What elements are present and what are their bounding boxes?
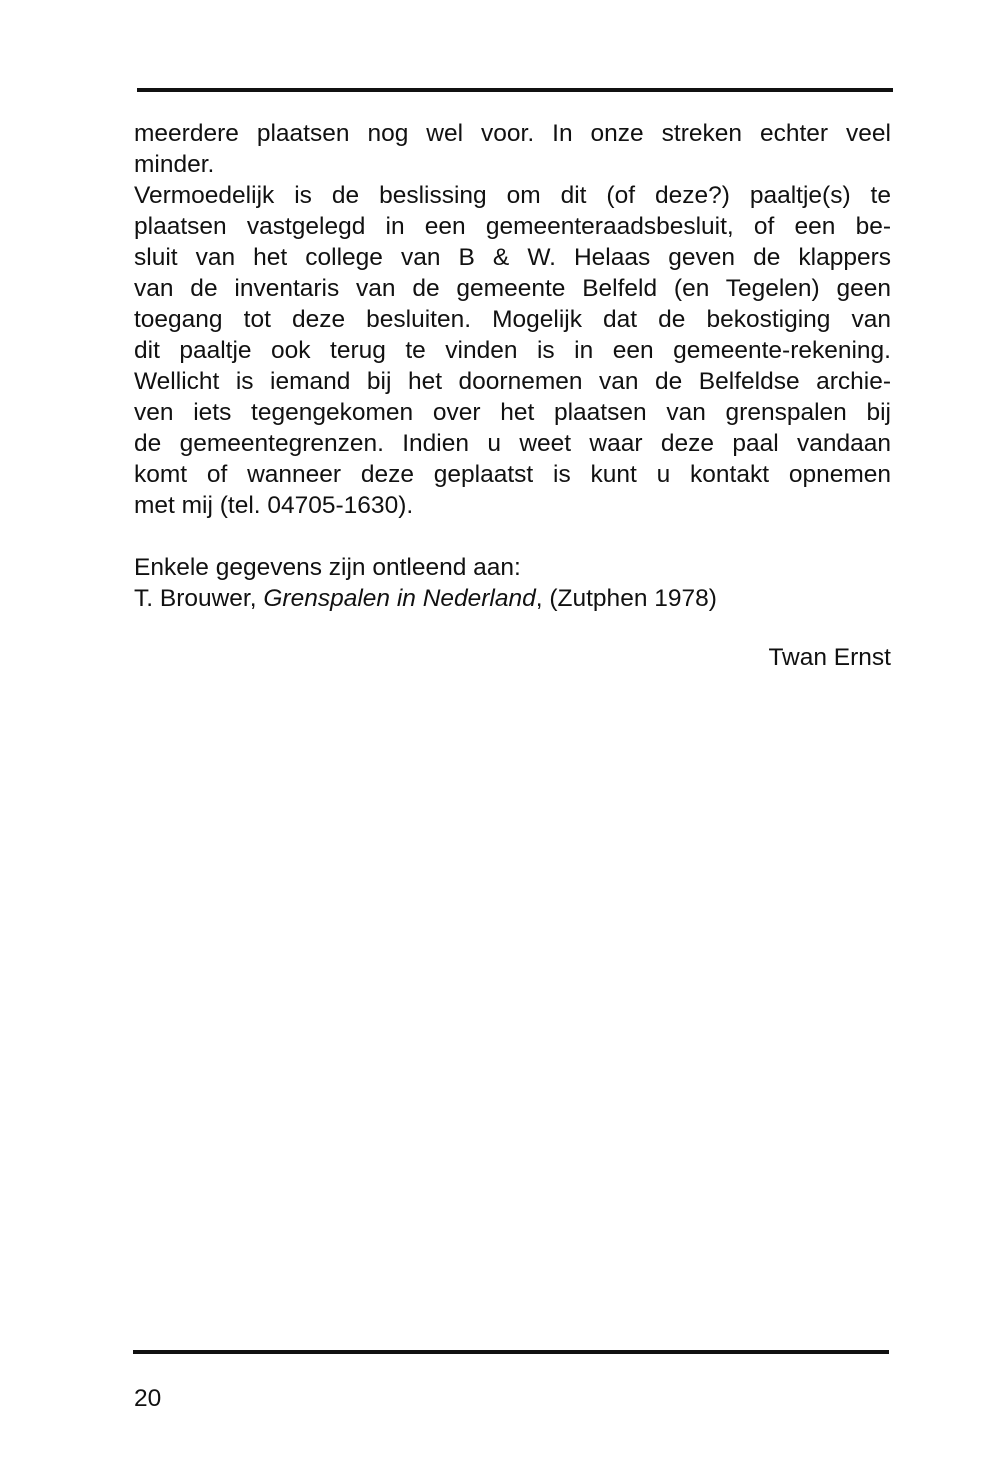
text-line: plaatsen vastgelegd in een gemeenteraadsbesluit, of een be- — [134, 213, 891, 240]
text-line: de gemeentegrenzen. Indien u weet waar deze paal vandaan — [134, 430, 891, 457]
text-line: van de inventaris van de gemeente Belfeld (en Tegelen) geen — [134, 275, 891, 302]
top-rule — [137, 88, 893, 92]
text-line: toegang tot deze besluiten. Mogelijk dat de bekostiging van — [134, 306, 891, 333]
text-line: met mij (tel. 04705-1630). — [134, 492, 414, 519]
text-line: Vermoedelijk is de beslissing om dit (of deze?) paaltje(s) te — [134, 182, 891, 209]
author-signature: Twan Ernst — [768, 644, 891, 671]
text-line: Wellicht is iemand bij het doornemen van de Belfeldse archie- — [134, 368, 891, 395]
text-line: dit paaltje ook terug te vinden is in een gemeente-rekening. — [134, 337, 891, 364]
sources-intro: Enkele gegevens zijn ontleend aan: — [134, 554, 521, 581]
text-line: komt of wanneer deze geplaatst is kunt u kontakt opnemen — [134, 461, 891, 488]
text-line: minder. — [134, 151, 215, 178]
page-number: 20 — [134, 1385, 162, 1412]
citation-rest: , (Zutphen 1978) — [535, 585, 717, 612]
source-citation — [134, 583, 891, 614]
text-line: ven iets tegengekomen over het plaatsen van grenspalen bij — [134, 399, 891, 426]
citation-author: T. Brouwer, — [134, 585, 264, 612]
text-line: sluit van het college van B & W. Helaas geven de klappers — [134, 244, 891, 271]
bottom-rule — [133, 1350, 889, 1354]
article-body — [134, 118, 891, 673]
paragraph-gap — [134, 521, 891, 552]
text-line: meerdere plaatsen nog wel voor. In onze streken echter veel — [134, 120, 891, 147]
citation-title: Grenspalen in Nederland — [263, 585, 536, 612]
